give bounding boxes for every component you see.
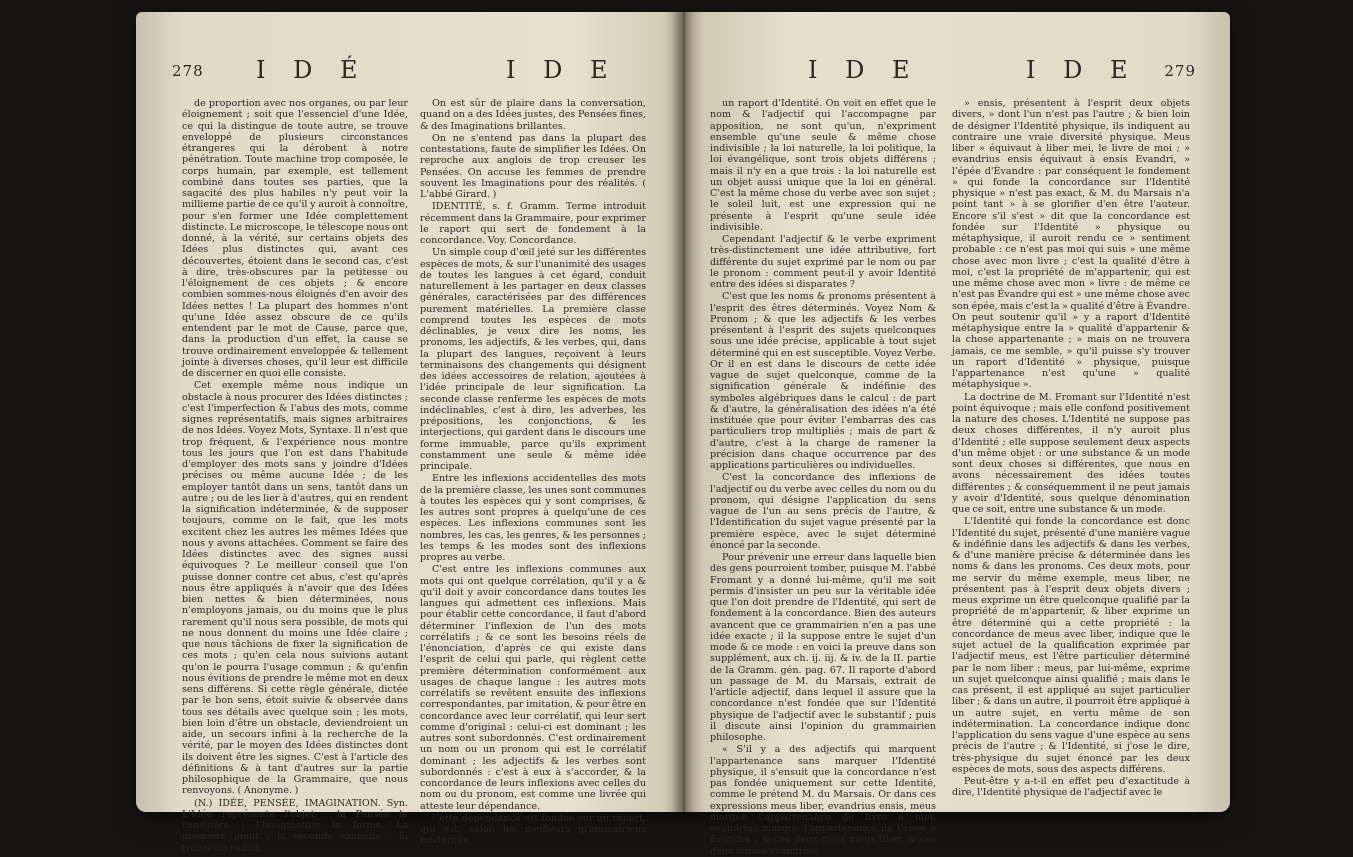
paragraph: IDENTITÉ, s. f. Gramm. Terme introduit récemment dans la Grammaire, pour exprimer le raport qui sert de fondement à la concordance. Voy. Concordance. [420, 201, 646, 246]
paragraph: » ensis, présentent à l'esprit deux objets divers, » dont l'un n'est pas l'autre ; & bien loin de désigner l'Identité physique, ils indiquent au contraire une vraie diversité physique. Meus liber » équivaut à liber mei, le livre de moi ; » evandrius ensis équivaut à ensis Evandri, » l'épée d'Évandre : par conséquent le fondement » qui fonde la concordance sur l'Identité physique » n'est pas exact, & M. du Marsais n'a point tant » à se glorifier d'en être l'auteur. Encore s'il s'est » dit que la concordance est fondée sur l'Identité » physique ou métaphysique, il auroit rendu ce » sentiment probable : ce n'est pas moi qui suis » une même chose avec mon livre ; c'est la qualité d'être à moi, c'est la propriété de m'appartenir, qui est une même chose avec mon » livre : de même ce n'est pas Évandre qui est » une même chose avec son épée, mais c'est la » qualité d'être à Évandre. On peut soutenir qu'il » y a raport d'Identité métaphysique entre la » qualité d'appartenir & la chose appartenante ; » mais on ne trouvera jamais, ce me semble, » qu'il puisse s'y trouver un raport d'Identité » physique, puisque l'appartenance n'est qu'une » qualité métaphysique ». [952, 98, 1190, 391]
left-running-head [136, 56, 680, 84]
paragraph: (N.) IDÉE, PENSÉE, IMAGINATION. Syn. L'Idée représente l'objet : la Pensée le considère : l'Imagination le forme. La première peint ; la seconde examine ; la troisième réduit. [182, 797, 408, 854]
left-page [136, 12, 680, 854]
left-column-1 [182, 98, 408, 854]
paragraph: un raport d'Identité. On voit en effet que le nom & l'adjectif qui l'accompagne par apposition, ne sont qu'un, n'expriment ensemble qu'une seule & même chose indivisible ; la loi naturelle, la loi politique, la loi évangélique, sont trois objets différens ; mais il n'y en a que trois : la loi naturelle est un objet aussi unique que la loi en général. C'est la même chose du verbe avec son sujet ; le soleil luit, est une expression qui ne présente à l'esprit qu'une seule idée indivisible. [710, 98, 936, 233]
paragraph: de proportion avec nos organes, ou par leur éloignement ; soit que l'essenciel d'une Idée, ce qui la distingue de toute autre, se trouve enveloppé de plusieurs circonstances étrangeres qui la dérobent à notre pénétration. Toute machine trop composée, le corps humain, par exemple, est tellement combiné dans toutes ses parties, que la sagacité des plus habiles n'y peut voir la millieme partie de ce qu'il y auroit à connoître, pour s'en former une Idée complettement distincte. Le microscope, le télescope nous ont donné, à la vérité, sur certains objets des Idées plus distinctes qui, avant ces découvertes, étoient dans le second cas, c'est à dire, très-obscures par la petitesse ou l'éloignement de ces objets ; & encore combien sommes-nous éloignés d'en avoir des Idées nettes ! La plupart des hommes n'ont qu'une Idée assez obscure de ce qu'ils entendent par le mot de Cause, parce que, dans la production d'un effet, la cause se trouve ordinairement enveloppée & tellement jointe à diverses choses, qu'il leur est difficile de discerner en quoi elle consiste. [182, 98, 408, 379]
paragraph: On ne s'entend pas dans la plupart des contestations, faute de simplifier les Idées. On reproche aux anglois de trop creuser les Pensées. On accuse les femmes de prendre souvent les Imaginations pour des réalités. ( L'abbé Girard. ) [420, 132, 646, 200]
paragraph: C'est entre les inflexions communes aux mots qui ont quelque corrélation, qu'il y a & qu'il doit y avoir concordance dans toutes les langues qui admettent ces inflexions. Mais pour établir cette concordance, il faut d'abord déterminer l'inflexion de l'un des mots corrélatifs ; & ce sont les besoins réels de l'énonciation, d'après ce qui existe dans l'esprit de celui qui parle, qui règlent cette première détermination conformément aux usages de chaque langue : les autres mots corrélatifs se revêtent ensuite des inflexions correspondantes, par imitation, & pour être en concordance avec leur corrélatif, qui leur sert comme d'original : celui-ci est dominant ; les autres sont subordonnés. C'est ordinairement un nom ou un pronom qui est le corrélatif dominant ; les adjectifs & les verbes sont subordonnés : c'est à eux à s'accorder, & la concordance de leurs inflexions avec celles du nom ou du pronom, est comme une livrée qui atteste leur dépendance. [420, 564, 646, 812]
left-head-outer: I D É [256, 56, 368, 84]
paragraph: Un simple coup d'œil jeté sur les différentes espèces de mots, & sur l'unanimité des usages de toutes les langues à cet égard, conduit naturellement à les partager en deux classes générales, caractérisées par des différences purement matérielles. La première classe comprend toutes les espèces de mots déclinables, je veux dire les noms, les pronoms, les adjectifs, & les verbes, qui, dans la plupart des langues, reçoivent à leurs terminaisons des changements qui désignent des idées accessoires de relation, ajoutées à l'idée principale de leur signification. La seconde classe renferme les espèces de mots indéclinables, c'est à dire, les adverbes, les prépositions, les conjonctions, & les interjections, qui gardent dans le discours une forme immuable, parce qu'ils expriment constamment une seule & même idée principale. [420, 247, 646, 472]
right-column-1 [710, 98, 936, 857]
paragraph: C'est que les noms & pronoms présentent à l'esprit des êtres déterminés. Voyez Nom & Pronom ; & que les adjectifs & les verbes présentent à l'esprit des sujets quelconques sous une idée précise, applicable à tout sujet déterminé qui en est susceptible. Voyez Verbe. Or il en est dans le discours de cette idée vague de sujet quelconque, comme de la signification générale & indéfinie des symboles algébriques dans le calcul : de part & d'autre, la généralisation des idées n'a été instituée que pour éviter l'embarras des cas particuliers trop multipliés ; mais de part & d'autre, c'est à la charge de ramener la précision dans chaque occurrence par des applications particulières ou individuelles. [710, 291, 936, 471]
right-running-head [686, 56, 1230, 84]
right-page-number: 279 [1164, 62, 1196, 80]
left-head-inner: I D E [506, 56, 618, 84]
right-page [686, 12, 1230, 857]
paragraph: Pour prévenir une erreur dans laquelle bien des gens pourroient tomber, puisque M. l'abbé Fromant y a donné lui-même, qu'il me soit permis d'insister un peu sur la véritable idée que l'on doit prendre de l'Identité, qui sert de fondement à la concordance. Bien des auteurs avancent que ce grammairien n'en a pas une idée exacte ; il la suppose entre le sujet d'un mode & ce mode : en voici la preuve dans son supplément, aux ch. ij. iij. & iv. de la II. partie de la Gramm. gén. pag. 67. Il raporte d'abord un passage de M. du Marsais, extrait de l'article adjectif, dans lequel il assure que la concordance n'est fondée que sur l'Identité physique de l'adjectif avec le substantif ; puis il discute ainsi l'opinion du grammairien philosophe. [710, 552, 936, 743]
right-head-outer: I D E [1026, 56, 1138, 84]
paragraph: Cet exemple même nous indique un obstacle à nous procurer des Idées distinctes ; c'est l'imperfection & l'abus des mots, comme signes représentatifs, mais signes arbitraires de nos Idées. Voyez Mots, Syntaxe. Il n'est que trop fréquent, & l'expérience nous montre tous les jours que l'on est dans l'habitude d'employer des mots sans y joindre d'Idées précises ou même aucune Idée ; de les employer tantôt dans un sens, tantôt dans un autre ; ou de les lier à d'autres, qui en rendent la signification indéterminée, & de supposer toujours, comme on le fait, que les mots excitent chez les autres les mêmes Idées que nous y avons attachées. Comment se faire des Idées distinctes avec des signes aussi équivoques ? Le meilleur conseil que l'on puisse donner contre cet abus, c'est qu'après nous être appliqués à n'avoir que des Idées bien nettes & bien déterminées, nous n'employons jamais, ou du moins que le plus rarement qu'il nous sera possible, de mots qui ne nous donnent du moins une Idée claire ; que nous tâchions de fixer la signification de ces mots ; qu'en cela nous suivions autant qu'on le pourra l'usage commun ; & qu'enfin nous évitions de prendre le même mot en deux sens différens. Si cette règle générale, dictée par le bon sens, étoit suivie & observée dans tous ses détails avec quelque soin ; les mots, bien loin d'être un obstacle, deviendroient un aide, un secours infini à la recherche de la vérité, par le moyen des Idées distinctes dont ils doivent être les signes. C'est à l'article des définitions & à tant d'autres sur la partie philosophique de la Grammaire, que nous renvoyons. ( Anonyme. ) [182, 380, 408, 797]
right-head-inner: I D E [808, 56, 920, 84]
book-spread [136, 12, 1230, 857]
paragraph: « S'il y a des adjectifs qui marquent l'appartenance sans marquer l'Identité physique, il s'ensuit que la concordance n'est pas fondée uniquement sur cette Identité, comme le prétend M. du Marsais. Or dans ces expressions meus liber, evandrius ensis, meus marque l'appartenance du livre à moi, evandrius marque l'appartenance de l'épée à Évandre ; & ces deux mots meus liber, & ces deux autres evandrius [710, 744, 936, 857]
paragraph: C'est la concordance des inflexions de l'adjectif ou du verbe avec celles du nom ou du pronom, qui désigne l'application du sens vague de l'un au sens précis de l'autre, & l'Identification du sujet vague présenté par la première espèce, avec le sujet déterminé énoncé par la seconde. [710, 472, 936, 551]
paragraph: Peut-être y a-t-il en effet peu d'exactitude à dire, l'Identité physique de l'adjectif avec le [952, 776, 1190, 799]
left-page-number: 278 [172, 62, 204, 80]
paragraph: On est sûr de plaire dans la conversation, quand on a des Idées justes, des Pensées fines, & des Imaginations brillantes. [420, 98, 646, 132]
paragraph: Cependant l'adjectif & le verbe expriment très-distinctement une idée attributive, fort différente du sujet exprimé par le nom ou par le pronom : comment peut-il y avoir Identité entre des idées si disparates ? [710, 234, 936, 290]
paragraph: Entre les inflexions accidentelles des mots de la première classe, les unes sont communes à toutes les espèces qui y sont comprises, & les autres sont propres à quelqu'une de ces espèces. Les inflexions communes sont les nombres, les cas, les genres, & les personnes ; les temps & les modes sont des inflexions propres au verbe. [420, 473, 646, 563]
paragraph: La doctrine de M. Fromant sur l'Identité n'est point équivoque ; mais elle confond positivement la nature des choses. L'Identité ne suppose pas deux choses différentes, il n'y auroit plus d'Identité ; elle suppose seulement deux aspects d'un même objet : or une substance & un mode sont deux choses si différentes, que nous en avons nécessairement des idées toutes différentes ; & conséquemment il ne peut jamais y avoir d'Identité, sous quelque dénomination que ce soit, entre une substance & un mode. [952, 391, 1190, 515]
right-column-2 [952, 98, 1190, 799]
paragraph: Cette dépendance est fondée sur un raport, qui est, selon les meilleurs grammairiens modernes, [420, 812, 646, 847]
paragraph: L'Identité qui fonde la concordance est donc l'Identité du sujet, présenté d'une manière vague & indéfinie dans les adjectifs & dans les verbes, & d'une manière précise & déterminée dans les noms & dans les pronoms. Ces deux mots, pour me servir du même exemple, meus liber, ne présentent pas à l'esprit deux objets divers ; meus exprime un être quelconque qualifié par la propriété de m'appartenir, & liber exprime un être déterminé qui a cette propriété : la concordance de meus avec liber, indique que le sujet actuel de la qualification exprimée par l'adjectif meus, est l'être particulier déterminé par le nom liber : meus, par lui-même, exprime un sujet quelconque ainsi qualifié ; mais dans le cas présent, il est appliqué au sujet particulier liber ; & dans un autre, il pourroit être appliqué à un autre sujet, en vertu même de son indétermination. La concordance indique donc l'application du sens vague d'une espèce au sens précis de l'autre ; & l'Identité, si j'ose le dire, très-physique du sujet énoncé par les deux espèces de mots, sous des aspects différens. [952, 516, 1190, 775]
left-column-2 [420, 98, 646, 847]
